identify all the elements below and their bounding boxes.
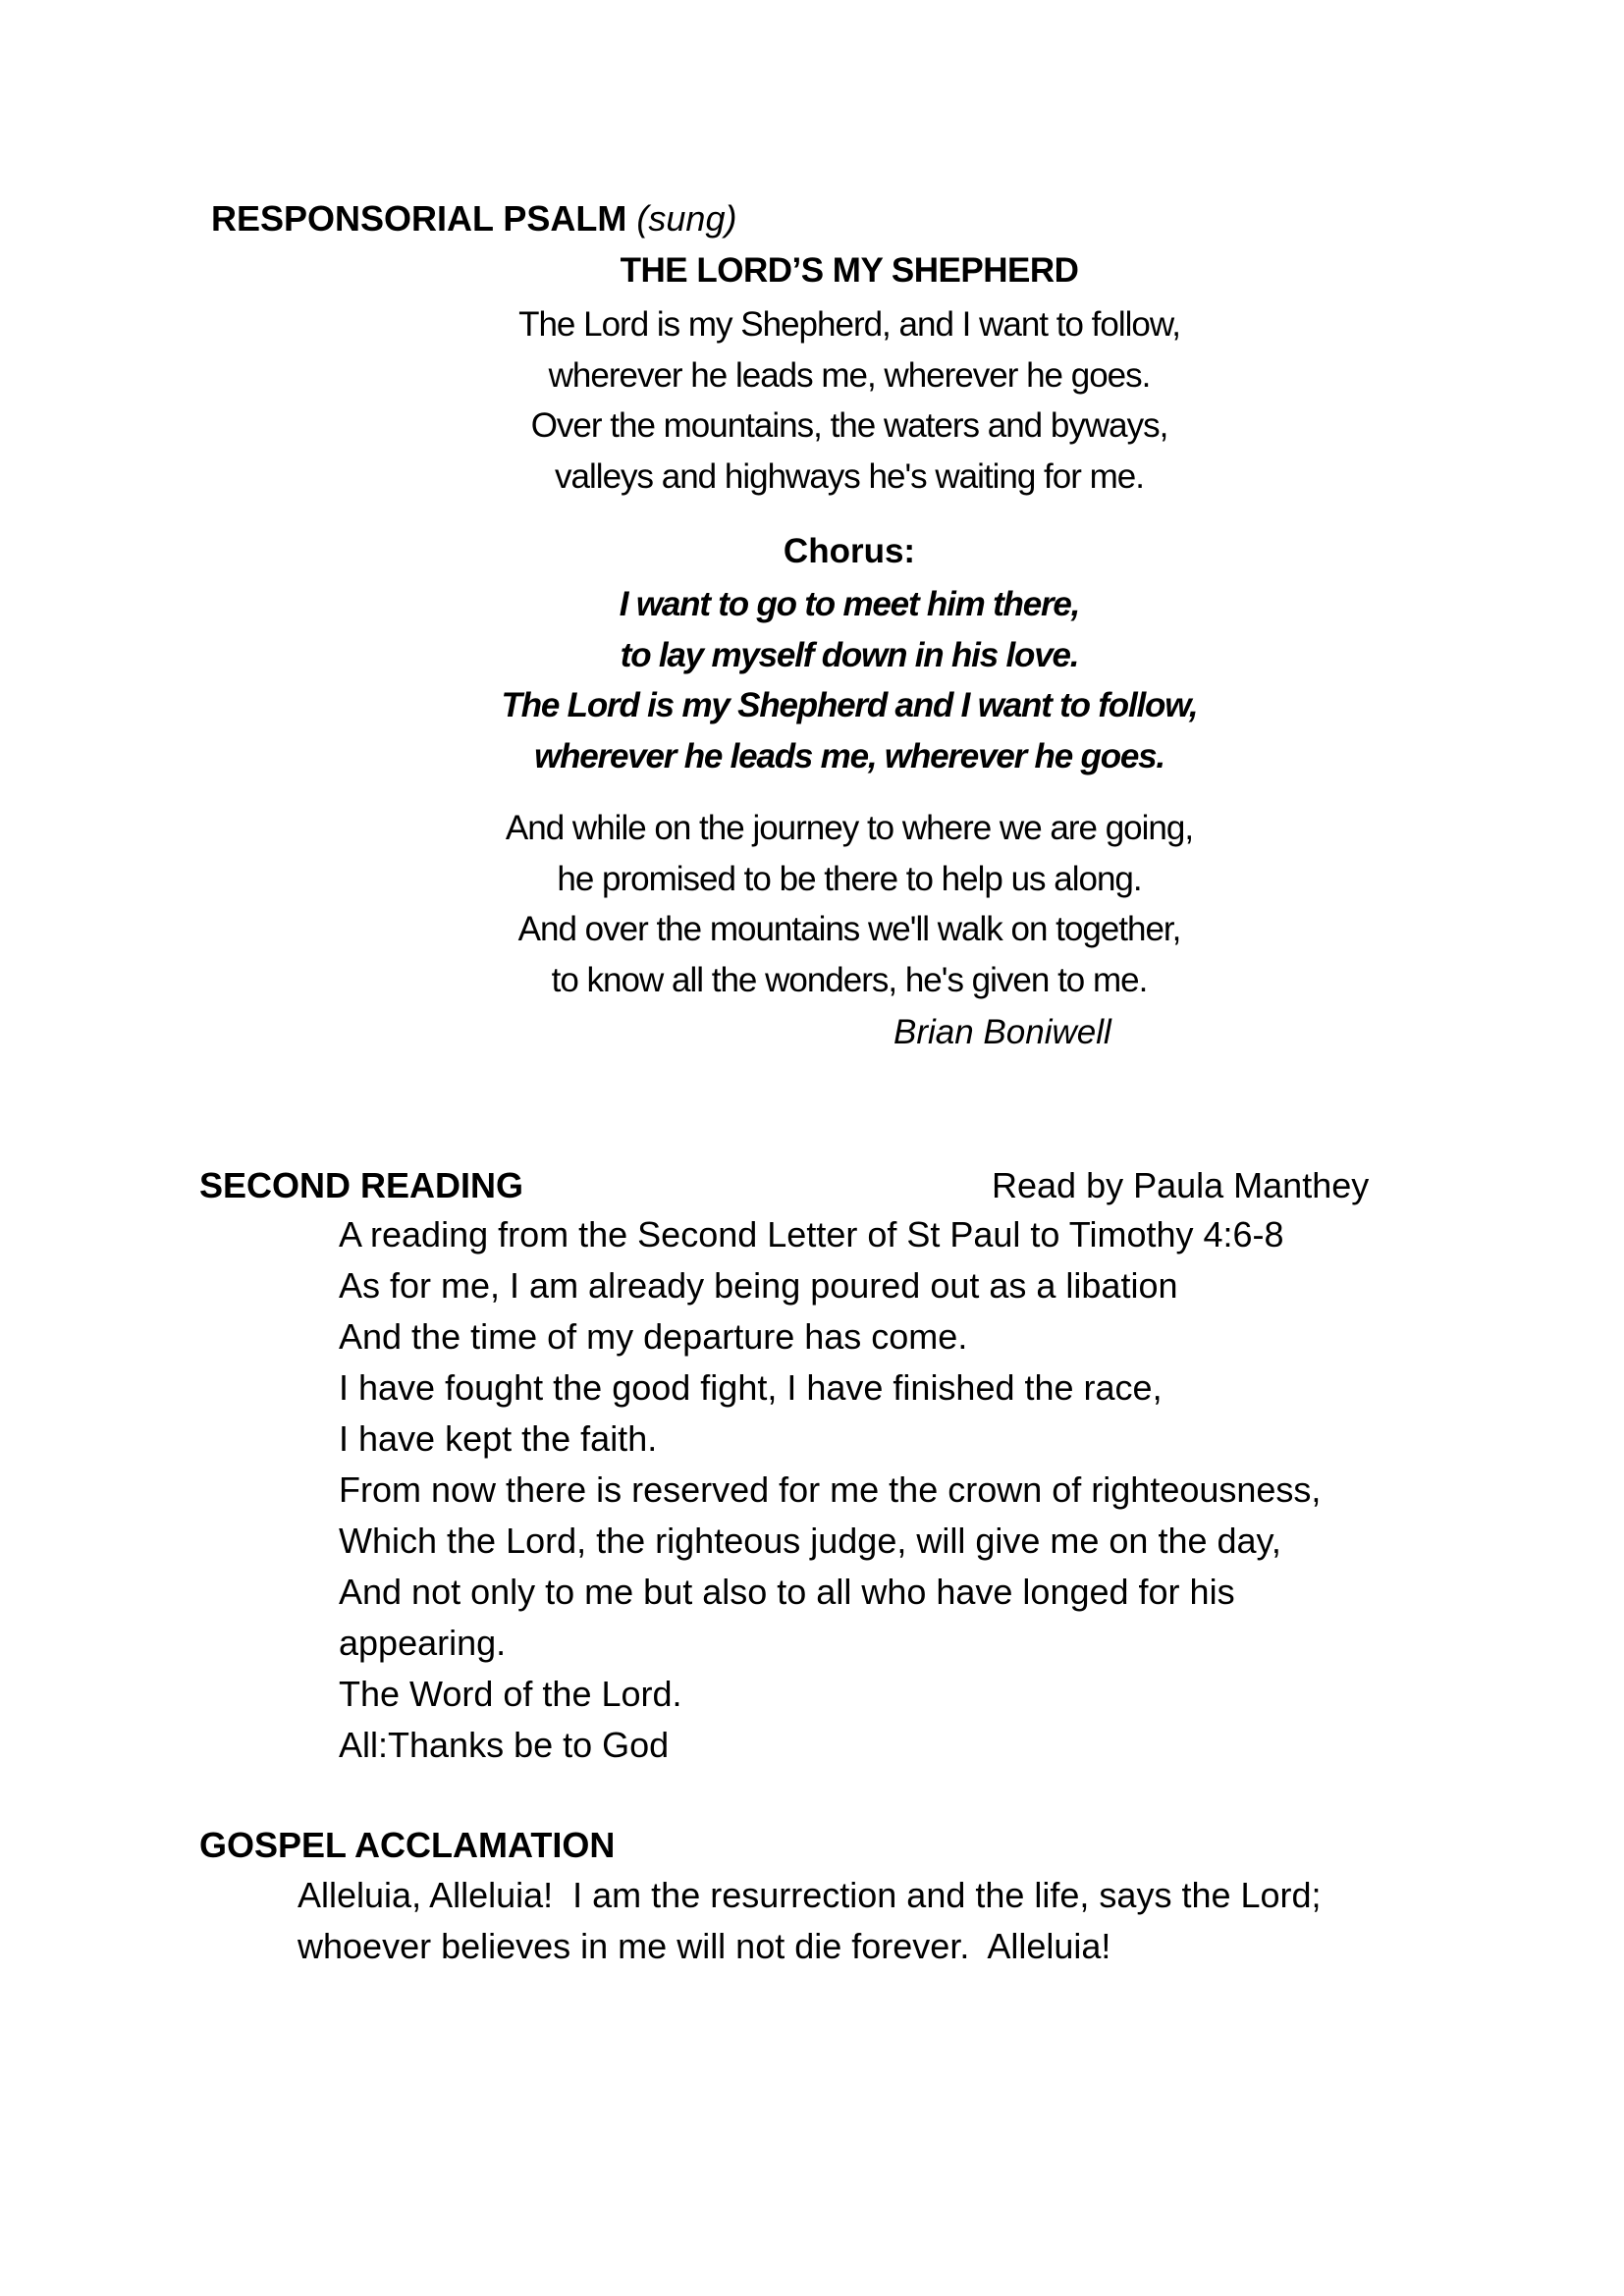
gospel-acclamation-heading: GOSPEL ACCLAMATION [199, 1825, 616, 1865]
acclamation-line: whoever believes in me will not die forever. Alleluia! [298, 1926, 1111, 1966]
psalm-heading-label: RESPONSORIAL PSALM [211, 198, 627, 239]
chorus-label: Chorus: [783, 532, 916, 570]
reading-line: And the time of my departure has come. [339, 1316, 968, 1357]
psalm-title: THE LORD’S MY SHEPHERD [620, 251, 1079, 290]
verse-line: Over the mountains, the waters and byways, [530, 406, 1168, 445]
verse-line: valleys and highways he's waiting for me. [555, 456, 1144, 496]
verse-line: And while on the journey to where we are going, [505, 809, 1194, 847]
reading-line: appearing. [339, 1623, 507, 1663]
psalm-chorus [363, 579, 1335, 781]
chorus-line: I want to go to meet him there, [619, 585, 1080, 623]
verse-line: The Lord is my Shepherd, and I want to follow, [518, 305, 1180, 344]
reader-credit: Read by Paula Manthey [992, 1165, 1370, 1205]
gospel-acclamation-text [298, 1870, 1436, 1972]
reading-line: And not only to me but also to all who have longed for his [339, 1572, 1235, 1612]
reading-line: Which the Lord, the righteous judge, will give me on the day, [339, 1521, 1281, 1561]
verse-line: he promised to be there to help us along. [557, 859, 1142, 898]
second-reading-heading: SECOND READING [199, 1165, 524, 1205]
verse-line: to know all the wonders, he's given to me. [551, 960, 1148, 999]
reading-line: I have kept the faith. [339, 1418, 658, 1459]
chorus-line: wherever he leads me, wherever he goes. [534, 736, 1164, 775]
reading-line: The Word of the Lord. [339, 1674, 682, 1714]
psalm-heading-note: (sung) [636, 198, 737, 239]
reading-line: From now there is reserved for me the crown of righteousness, [339, 1469, 1322, 1510]
reading-line: As for me, I am already being poured out as a libation [339, 1265, 1178, 1306]
hymn-author: Brian Boniwell [893, 1013, 1111, 1051]
reading-line: A reading from the Second Letter of St Paul to Timothy 4:6-8 [339, 1214, 1284, 1255]
chorus-line: The Lord is my Shepherd and I want to follow, [501, 686, 1198, 724]
verse-line: And over the mountains we'll walk on together, [517, 910, 1181, 948]
verse-line: wherever he leads me, wherever he goes. [548, 355, 1151, 395]
psalm-verse-2 [363, 803, 1335, 1005]
reading-line: All:Thanks be to God [339, 1725, 670, 1765]
reading-line: I have fought the good fight, I have finished the race, [339, 1367, 1163, 1408]
psalm-heading [211, 197, 736, 240]
psalm-verse-1 [363, 299, 1335, 502]
chorus-line: to lay myself down in his love. [620, 635, 1079, 674]
second-reading-text [339, 1209, 1448, 1771]
acclamation-line: Alleluia, Alleluia! I am the resurrection and the life, says the Lord; [298, 1875, 1322, 1915]
